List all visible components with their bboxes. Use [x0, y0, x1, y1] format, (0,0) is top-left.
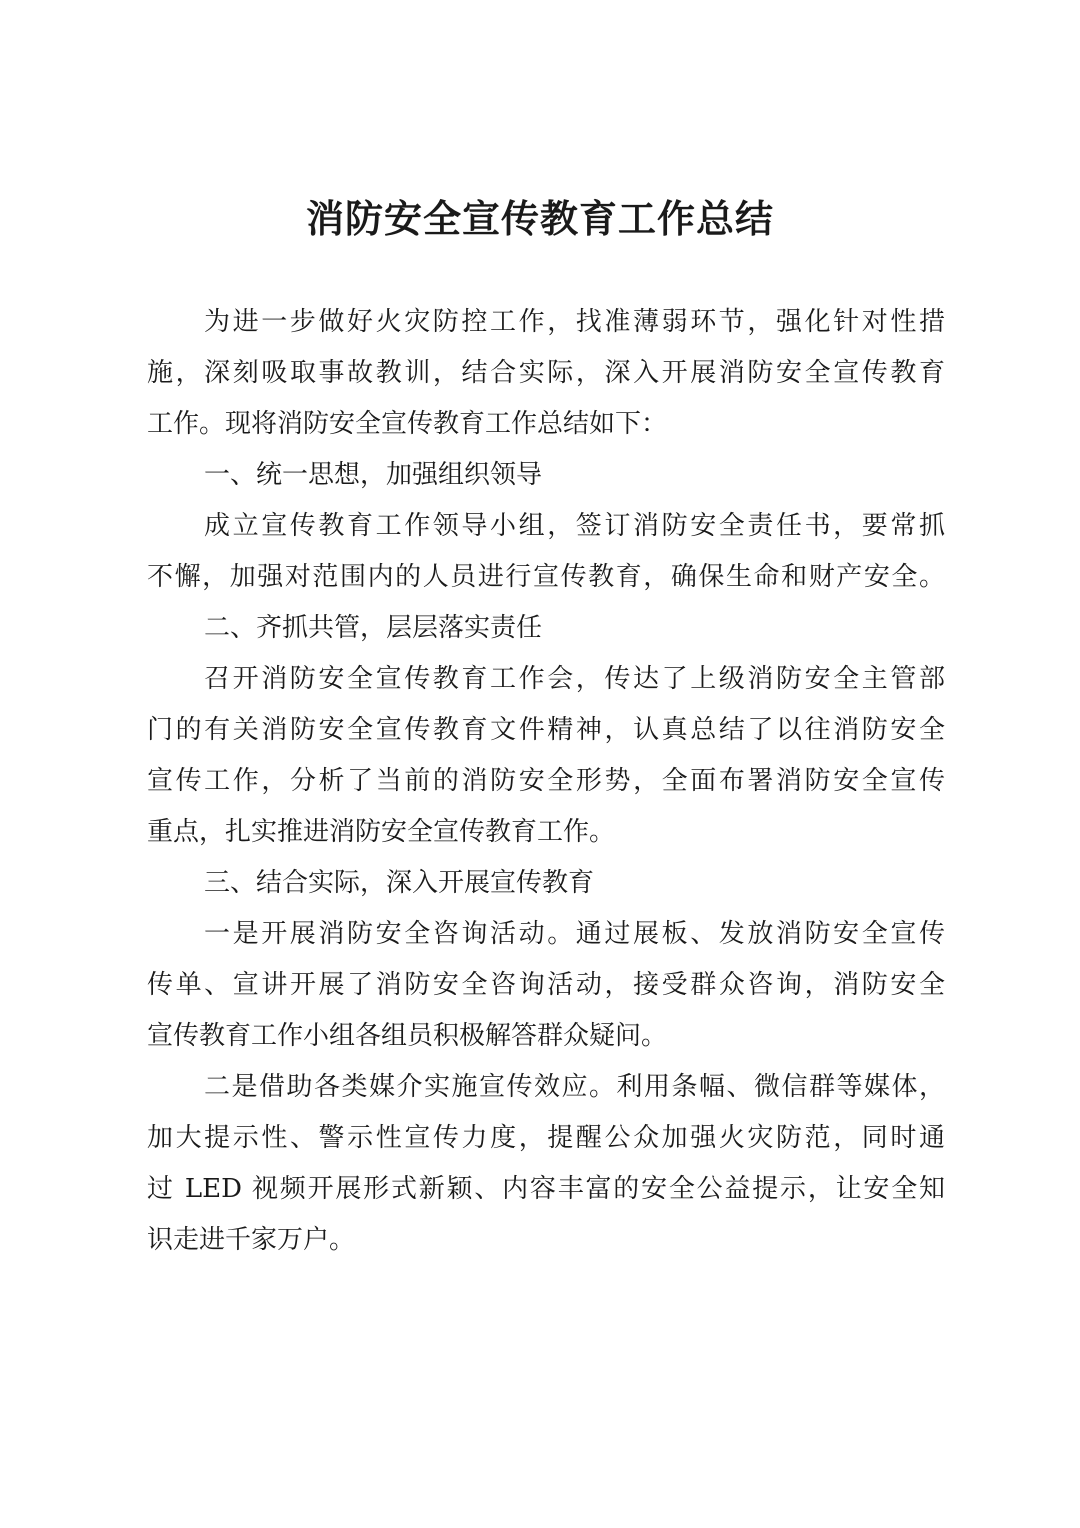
paragraph-line: 加大提示性、警示性宣传力度，提醒公众加强火灾防范，同时通	[147, 1123, 945, 1153]
paragraph-line: 过 LED 视频开展形式新颖、内容丰富的安全公益提示，让安全知	[147, 1174, 945, 1204]
paragraph-line: 二是借助各类媒介实施宣传效应。利用条幅、微信群等媒体，	[204, 1072, 945, 1102]
paragraph-line: 一是开展消防安全咨询活动。通过展板、发放消防安全宣传	[204, 919, 945, 949]
paragraph-line: 传单、宣讲开展了消防安全咨询活动，接受群众咨询，消防安全	[147, 970, 945, 1000]
paragraph-line: 识走进千家万户。	[147, 1225, 356, 1255]
paragraph-line: 为进一步做好火灾防控工作，找准薄弱环节，强化针对性措	[204, 307, 945, 337]
section-heading: 三、结合实际，深入开展宣传教育	[204, 868, 595, 898]
section-heading: 一、统一思想，加强组织领导	[204, 460, 543, 490]
paragraph-line: 宣传工作，分析了当前的消防安全形势，全面布署消防安全宣传	[147, 766, 945, 796]
section-heading: 二、齐抓共管，层层落实责任	[204, 613, 543, 643]
document-body	[147, 297, 945, 1266]
paragraph-line: 成立宣传教育工作领导小组，签订消防安全责任书，要常抓	[204, 511, 945, 541]
paragraph-line: 门的有关消防安全宣传教育文件精神，认真总结了以往消防安全	[147, 715, 945, 745]
document-title: 消防安全宣传教育工作总结	[305, 196, 774, 241]
paragraph-line: 施，深刻吸取事故教训，结合实际，深入开展消防安全宣传教育	[147, 358, 945, 388]
paragraph-line: 重点，扎实推进消防安全宣传教育工作。	[147, 817, 616, 847]
paragraph-line: 工作。现将消防安全宣传教育工作总结如下：	[147, 409, 668, 439]
paragraph-line: 宣传教育工作小组各组员积极解答群众疑问。	[147, 1021, 668, 1051]
paragraph-line: 召开消防安全宣传教育工作会，传达了上级消防安全主管部	[204, 664, 945, 694]
paragraph-line: 不懈，加强对范围内的人员进行宣传教育，确保生命和财产安全。	[147, 562, 945, 592]
